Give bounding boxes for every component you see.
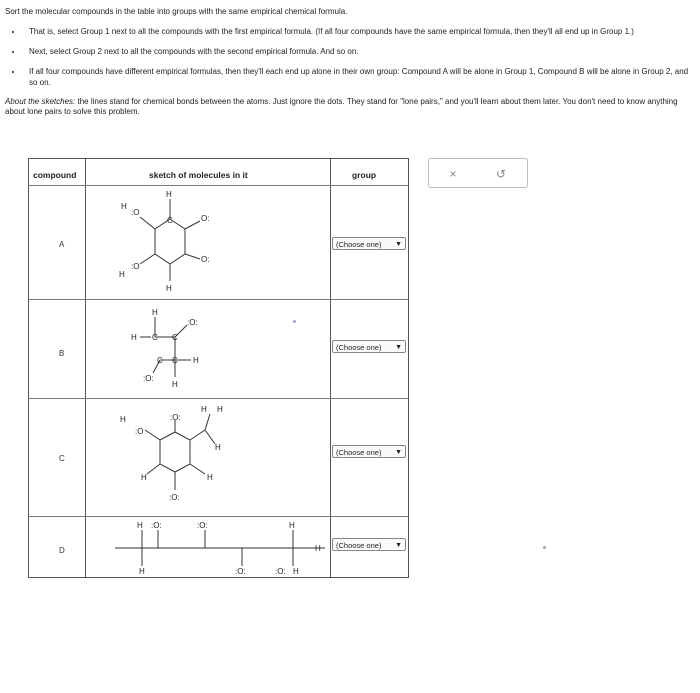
atom-label: :O: bbox=[235, 567, 246, 576]
compound-table bbox=[28, 158, 409, 578]
molecule-sketch-c bbox=[115, 402, 255, 512]
instructions-title: Sort the molecular compounds in the table into groups with the same empirical chemical formula. bbox=[5, 7, 348, 16]
atom-label: H bbox=[215, 443, 221, 452]
instruction-item: • Next, select Group 2 next to all the compounds with the second empirical formula. And so on. bbox=[23, 46, 695, 57]
sketch-note-lead: About the sketches: bbox=[5, 97, 76, 106]
atom-label: :O: bbox=[187, 318, 198, 327]
atom-label: H bbox=[193, 356, 199, 365]
atom-label: H bbox=[217, 405, 223, 414]
atom-label: :O: bbox=[151, 521, 162, 530]
atom-label: :O: bbox=[275, 567, 286, 576]
atom-label: :O: bbox=[170, 413, 181, 422]
header-sketch: sketch of molecules in it bbox=[149, 170, 248, 180]
atom-label: H bbox=[120, 415, 126, 424]
compound-label: D bbox=[59, 546, 65, 555]
atom-label: H bbox=[166, 190, 172, 199]
close-icon[interactable]: × bbox=[449, 167, 457, 181]
compound-label: A bbox=[59, 240, 65, 249]
atom-label: C bbox=[172, 356, 178, 365]
atom-label: H bbox=[293, 567, 299, 576]
atom-label: H bbox=[141, 473, 147, 482]
atom-label: O: bbox=[201, 255, 210, 264]
atom-label: C bbox=[167, 216, 173, 225]
atom-label: O: bbox=[201, 214, 210, 223]
atom-label: :O: bbox=[143, 374, 154, 383]
group-select-c[interactable]: (Choose one) ▼ bbox=[332, 445, 406, 458]
atom-label: H bbox=[131, 333, 137, 342]
atom-label: H bbox=[137, 521, 143, 530]
atom-label: :O bbox=[131, 262, 140, 271]
chevron-down-icon: ▼ bbox=[395, 449, 402, 456]
atom-label: :O bbox=[131, 208, 140, 217]
atom-label: C bbox=[172, 333, 178, 342]
atom-label: :O bbox=[135, 427, 144, 436]
atom-label: H bbox=[166, 284, 172, 293]
compound-label: B bbox=[59, 349, 65, 358]
group-select-b[interactable]: (Choose one) ▼ bbox=[332, 340, 406, 353]
chevron-down-icon: ▼ bbox=[395, 344, 402, 351]
header-group: group bbox=[352, 170, 377, 180]
atom-label: H bbox=[119, 270, 125, 279]
atom-label: H bbox=[139, 567, 145, 576]
atom-label: H bbox=[207, 473, 213, 482]
atom-label: H bbox=[315, 544, 321, 553]
undo-icon[interactable]: ↺ bbox=[495, 167, 507, 181]
instruction-item: • That is, select Group 1 next to all the compounds with the first empirical formula. (If all four compounds have the same empirical formula, then they'll all end up in Group 1.) bbox=[23, 26, 695, 37]
atom-label: H bbox=[289, 521, 295, 530]
atom-label: H bbox=[152, 308, 158, 317]
sketch-note-text: the lines stand for chemical bonds between the atoms. Just ignore the dots. They stand for "lone pairs," and you'll learn about them later. You don't need to know anything about lone pairs to solve this problem. bbox=[5, 97, 678, 116]
chevron-down-icon: ▼ bbox=[395, 241, 402, 248]
instruction-item: • If all four compounds have different empirical formulas, then they'll each end up alone in their own group: Compound A will be alone in Group 1, Compound B will be alone in Group 2, and so on. bbox=[23, 66, 695, 88]
molecule-sketch-b bbox=[115, 305, 235, 395]
stray-dot bbox=[293, 320, 296, 323]
molecule-sketch-a bbox=[115, 189, 225, 295]
answer-toolbox bbox=[428, 158, 528, 188]
molecule-sketch-d bbox=[115, 518, 330, 576]
group-select-d[interactable]: (Choose one) ▼ bbox=[332, 538, 406, 551]
atom-label: H bbox=[201, 405, 207, 414]
atom-label: H bbox=[172, 380, 178, 389]
compound-label: C bbox=[59, 454, 65, 463]
atom-label: H bbox=[121, 202, 127, 211]
instructions bbox=[5, 6, 695, 117]
atom-label: C bbox=[152, 333, 158, 342]
atom-label: C bbox=[157, 356, 163, 365]
group-select-a[interactable]: (Choose one) ▼ bbox=[332, 237, 406, 250]
header-compound: compound bbox=[33, 170, 77, 180]
sketch-note bbox=[5, 97, 695, 117]
instructions-list bbox=[5, 26, 695, 88]
atom-label: :O: bbox=[197, 521, 208, 530]
stray-dot bbox=[543, 546, 546, 549]
atom-label: :O: bbox=[169, 493, 180, 502]
chevron-down-icon: ▼ bbox=[395, 542, 402, 549]
